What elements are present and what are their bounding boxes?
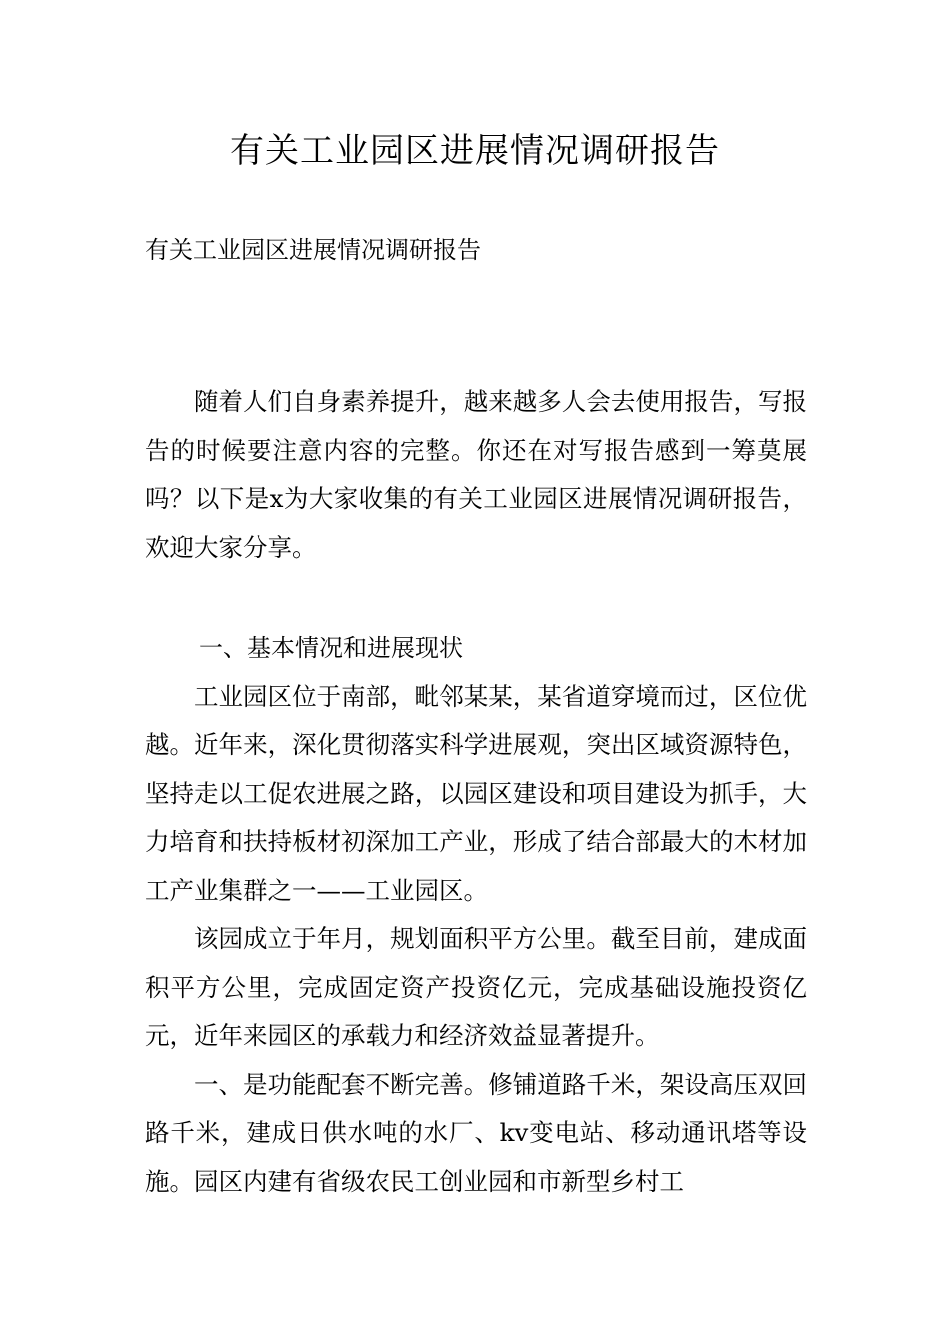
body-paragraph-infrastructure: 一、是功能配套不断完善。修铺道路千米，架设高压双回路千米，建成日供水吨的水厂、kv变电站、移动通讯塔等设施。园区内建有省级农民工创业园和市新型乡村工 — [145, 1069, 807, 1196]
intro-paragraph: 随着人们自身素养提升，越来越多人会去使用报告，写报告的时候要注意内容的完整。你还在对写报告感到一筹莫展吗？以下是x为大家收集的有关工业园区进展情况调研报告，欢迎大家分享。 — [145, 387, 807, 562]
body-paragraph-establishment: 该园成立于年月，规划面积平方公里。截至目前，建成面积平方公里，完成固定资产投资亿元，完成基础设施投资亿元，近年来园区的承载力和经济效益显著提升。 — [145, 924, 807, 1050]
section-heading: 一、基本情况和进展现状 — [199, 634, 463, 662]
document-subtitle: 有关工业园区进展情况调研报告 — [145, 236, 481, 264]
section-basic-situation — [145, 624, 807, 1206]
body-paragraph-location: 工业园区位于南部，毗邻某某，某省道穿境而过，区位优越。近年来，深化贯彻落实科学进展观，突出区域资源特色，坚持走以工促农进展之路，以园区建设和项目建设为抓手，大力培育和扶持板材初深加工产业，形成了结合部最大的木材加工产业集群之一——工业园区。 — [145, 681, 807, 905]
document-title: 有关工业园区进展情况调研报告 — [230, 131, 720, 171]
intro-block — [145, 378, 807, 572]
